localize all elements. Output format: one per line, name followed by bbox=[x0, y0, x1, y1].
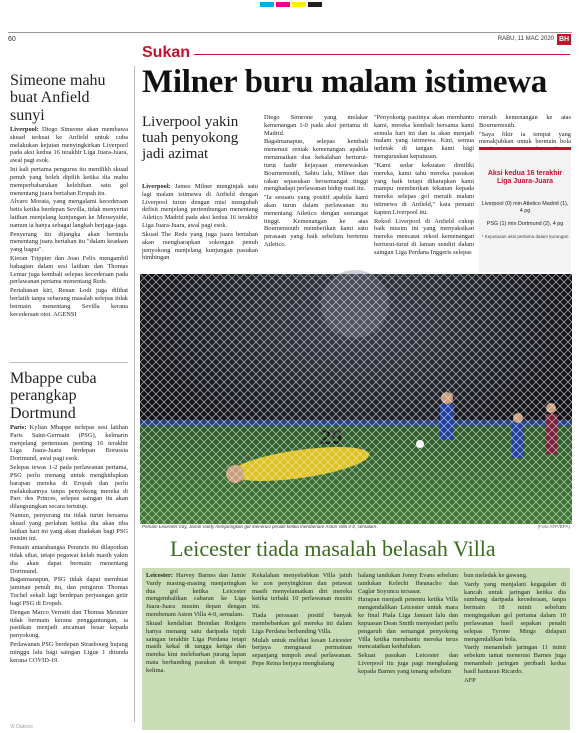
paragraph: Kekalahan menyebabkan Villa jatuh ke zon penyingkiran dan petawat masih menyelamatkan diri mereka ketika terbaki 10 perlawanan musim ini. bbox=[252, 572, 352, 611]
photo-caption: Pemain Leicester City, Jamie Vardy menjaringkan gol menerusi penalti ketika membenam Aston Villa 4-0, semalam. bbox=[142, 524, 378, 529]
paragraph: Harapan menjadi penentu ketika Villa mengendalikan Leicester untuk mara ke final Piala Liga Januari lalu dan kepuasan Dean Smith menyedari perlu pengaruh dan semangat penyokong Villa ketika membantu mereka terus mencatatkan kedudukan. bbox=[358, 596, 458, 651]
main-kicker: Liverpool yakin tuah penyokong jadi azimat bbox=[142, 114, 239, 163]
cyan-bar bbox=[260, 2, 274, 7]
fixture-line: PSG (1) min Dortmund (2), 4 pg bbox=[486, 221, 564, 228]
issue-date: RABU, 11 MAC 2020 bbox=[497, 36, 554, 42]
paragraph: Rekod Liverpool di Anfield cukup baik musim ini yang menyaksikan mereka mencatat rekod kemenangan berturut-turut di laman sendiri dalam saingan Liga Perdana Inggeris selepas bbox=[374, 217, 474, 256]
paragraph: Diego Simeone yang melakar kemenangan 1-0 pada aksi pertama di Madrid. bbox=[264, 114, 368, 137]
paragraph: Sekuat pasukan Leicester dan Liverpool itu juga pagi menghalang kepada Barnes yang tenang sebelum bbox=[358, 652, 458, 675]
paragraph: "Saya fikir ia tempat yang menakjubkan untuk bermain bola bbox=[479, 130, 571, 146]
main-col-1 bbox=[142, 183, 258, 271]
sidebar2-body bbox=[10, 424, 128, 722]
yellow-bar bbox=[292, 2, 306, 7]
sidebar-divider bbox=[10, 362, 128, 363]
paragraph: Bagaimanapun, PSG tidak dapat membuat jaminan penuh itu, dan pengurus Thomas Tuchel sekali lagi berdepan perjuangan getir bagi PSG di Eropah. bbox=[10, 576, 128, 607]
print-color-strip bbox=[0, 0, 580, 7]
bottom-headline: Leicester tiada masalah belasah Villa bbox=[170, 536, 496, 561]
fixtures-title: Aksi kedua 16 terakhir Liga Juara-Juara bbox=[487, 170, 563, 186]
paragraph: Vardy menambah jaringan 11 minit sebelum tamat menerusi Barnes juga menambah jaringan peribadi kedua hasil hantaran Ricardo. bbox=[464, 644, 566, 675]
paragraph: Skuad kendalian Brendan Rodgers hanya menang satu daripada tujuh saingan terakhir Liga Perdana tetapi masih kekal di tangga ketiga dan mereka kini melebarkan jurang lapan mata berbanding pasukan di tempat kelima. bbox=[146, 619, 246, 674]
black-bar bbox=[308, 2, 322, 7]
paragraph: Pemain antarabangsa Perancis itu dilaporkan tidak sihat, tetapi pegawai kelab masih yakin dia akan dapat bermain menentang Dortmund. bbox=[10, 544, 128, 575]
photo-credit: (Foto AFP/EPA) bbox=[537, 524, 570, 529]
bottom-col-2 bbox=[252, 572, 352, 726]
paragraph: Mulah untuk melihat kesan Leicester berjaya menguasai permainan sepanjang tempoh awal perlawanan. Pepe Reina berjaya menghalang bbox=[252, 636, 352, 667]
paragraph: bun meledak ke gawang. bbox=[464, 572, 528, 579]
paragraph: Paris: Kylian Mbappe terlepas sesi latihan Paris Saint-Germain (PSG), kelmarin menjelang pertemuan penting 16 terakhir Liga Juara-Juara berdepan Borussia Dortmund, awal pagi esok. bbox=[10, 424, 128, 463]
sidebar2-headline: Mbappe cuba perangkap Dortmund bbox=[10, 370, 97, 422]
paragraph: "Penyokong pastinya akan membantu kami, mereka kembali bersama kami semula hari ini dan ia akan menjadi malam yang istimewa. Kini, semua terletak di tangan kami bagi menguruskan keputusan. bbox=[374, 114, 474, 161]
main-headline: Milner buru malam istimewa bbox=[142, 64, 547, 100]
bottom-col-1 bbox=[146, 572, 246, 726]
paragraph: Pertahanan kiri, Renan Lodi juga dilihat berlatih tanpa sebarang masalah selepas tidak bermain menentang Sevilla kerana kecederaan otot. AGENSI bbox=[10, 287, 128, 318]
sidebar1-headline: Simeone mahu buat Anfield sunyi bbox=[10, 72, 106, 124]
sidebar1-body bbox=[10, 126, 128, 358]
paragraph: Liverpool: James Milner menginjak satu lagi malam istimewa di Anfield dengan Liverpool turun dengan misi mengubah defisit menjelang pertembungan menentang Atletico Madrid pada aksi kedua 16 terakhir Liga Juara-Juara, awal pagi esok. bbox=[142, 183, 258, 230]
footer-mark: Vr.Oakvox bbox=[10, 724, 33, 730]
paragraph: "Ia sesuatu yang positif apabila kami akan turun dalam perlawanan itu menentang Atletico dengan semangat tinggi. Kemenangan ke atas Bournemouth memberikan kami satu perasaan yang baik sebelum bertemu Atletico. bbox=[264, 194, 368, 248]
paragraph: Alvaro Morata, yang mengalami kecederaan betis ketika berdepan Sevilla, tidak menyertai latihan menjelang kunjungan ke Merseyside, namun ia hanya sebagai langkah berjaga-jaga. bbox=[10, 198, 128, 229]
paragraph: Kieran Trippier dan Joao Felix mengambil bahagian dalam sesi latihan dan Thomas Lemar juga kembali selepas kecederaan pada perlawanan pertama menentang Reds. bbox=[10, 255, 128, 286]
fixtures-note: * Keputusan aksi pertama dalam kurungan bbox=[481, 234, 569, 240]
match-photo bbox=[140, 274, 572, 524]
paragraph: Namun, penyerang itu tidak turun bersama skuad yang perlahan ketika dia akan tiba latihan hari ini yang akan diadakan bagi PSG musim ini. bbox=[10, 511, 128, 543]
paragraph: Liverpool: Diego Simeone akan membawa skuad terkuat ke Anfield untuk cuba melakukan kejutan menyingkirkan Liverpool pada aksi kedua 16 terakhir Liga Juara-Juara, awal pagi esok. bbox=[10, 126, 128, 165]
bottom-col-4 bbox=[464, 572, 566, 726]
header-rule bbox=[8, 32, 572, 33]
main-col-3 bbox=[374, 114, 474, 272]
fixture-line: Liverpool (0) min Atletico Madrid (1), 4 pg bbox=[481, 201, 569, 215]
magenta-bar bbox=[276, 2, 290, 7]
paragraph: Dengan Marco Verratti dan Thomas Meunier tidak bermain kerana penggantungan, ia pastikan menjadi ancaman besar kepada penyokong. bbox=[10, 608, 128, 640]
paragraph: halang tandukan Jonny Evans sebelum tandukan Kelechi Iheanacho dan Caglar Soyuncu tersasar. bbox=[358, 572, 458, 595]
bottom-col-3 bbox=[358, 572, 458, 726]
paragraph: meraih kemenangan ke atas Bournemouth. bbox=[479, 114, 571, 129]
column-divider bbox=[134, 66, 135, 722]
paragraph: Vardy yang menjalani kegagalan di kancah untuk jaringan ketika dia sumbang daripada kecederaan, tanpa bermain 18 minit sebelum mengingatkan gol pertama dalam 10 perlawanan hasil sepakan penalti selepas Tyrone Mings didapati mengendalikan bola. bbox=[464, 580, 566, 643]
paragraph: Tiada perasaan positif banyak membebankan gol mereka ini dalam Liga Perdana berbanding Villa. bbox=[252, 612, 352, 635]
paragraph: Penyerang itu dijangka akan bermula menentang juara bertahan itu "dalam keadaan yang bagus". bbox=[10, 230, 128, 254]
fixtures-list bbox=[481, 201, 569, 240]
paragraph: AFP bbox=[464, 676, 476, 684]
page-number: 60 bbox=[8, 36, 16, 43]
goal-scene-illustration bbox=[140, 274, 572, 524]
main-col-4 bbox=[479, 114, 571, 146]
publication-logo: BH bbox=[558, 36, 570, 43]
paragraph: Leicester: Harvey Barnes dan Jamie Vardy masing-masing menjaringkan dua gol ketika Leicester mengembalikan cabaran ke Liga Juara-Juara musim depan dengan membenam Aston Villa 4-0, semalam. bbox=[146, 572, 246, 619]
section-rule bbox=[194, 54, 570, 55]
paragraph: "Kami sedar kekuatan dimiliki mereka, kami tahu mereka pasukan yang baik tetapi diharapkan kami mampu memberikan tekanan kepada mereka selepas gol meraih malam istimewa di Anfield," kata pemain kapten Liverpool itu. bbox=[374, 161, 474, 216]
paragraph: Bagaimanapun, selepas kembali menemui rentak kemenangan apabila menamatkan dua kekalahan berturut-turut hadir kejayaan menewaskan Bournemouth, Sabtu lalu, Milner dan rakan sepasukan bersemangat tinggi menghadapi perlawanan hidup mati itu. bbox=[264, 138, 368, 193]
paragraph: Ini kali pertama pengurus itu menilikh skuad penuh yang boleh dipilih ketika dia mahu memperbaharukan kelebihan satu gol menentang juara bertahan Eropah itu. bbox=[10, 166, 128, 197]
paragraph: Perlawanan PSG berdepan Strasbourg hujung minggu lalu bagi saingan Ligue 1 ditunda kerana COVID-19. bbox=[10, 640, 128, 664]
main-col-2 bbox=[264, 114, 368, 272]
paragraph: Skuad The Reds yang juga juara bertahan akan mengharapkan sokongan penuh penyokong menjelang kunjungan pasukan bimbingan bbox=[142, 230, 258, 262]
paragraph: Selepas tewas 1-2 pada perlawanan pertama, PSG perlu menang untuk menghidupkan harapan mereka di Eropah dan perlu melakukannya tanpa penyokong mereka di Parc des Princes, selepas saingan itu akan dilangsungkan secara tertutup. bbox=[10, 464, 128, 511]
section-label: Sukan bbox=[142, 44, 191, 61]
